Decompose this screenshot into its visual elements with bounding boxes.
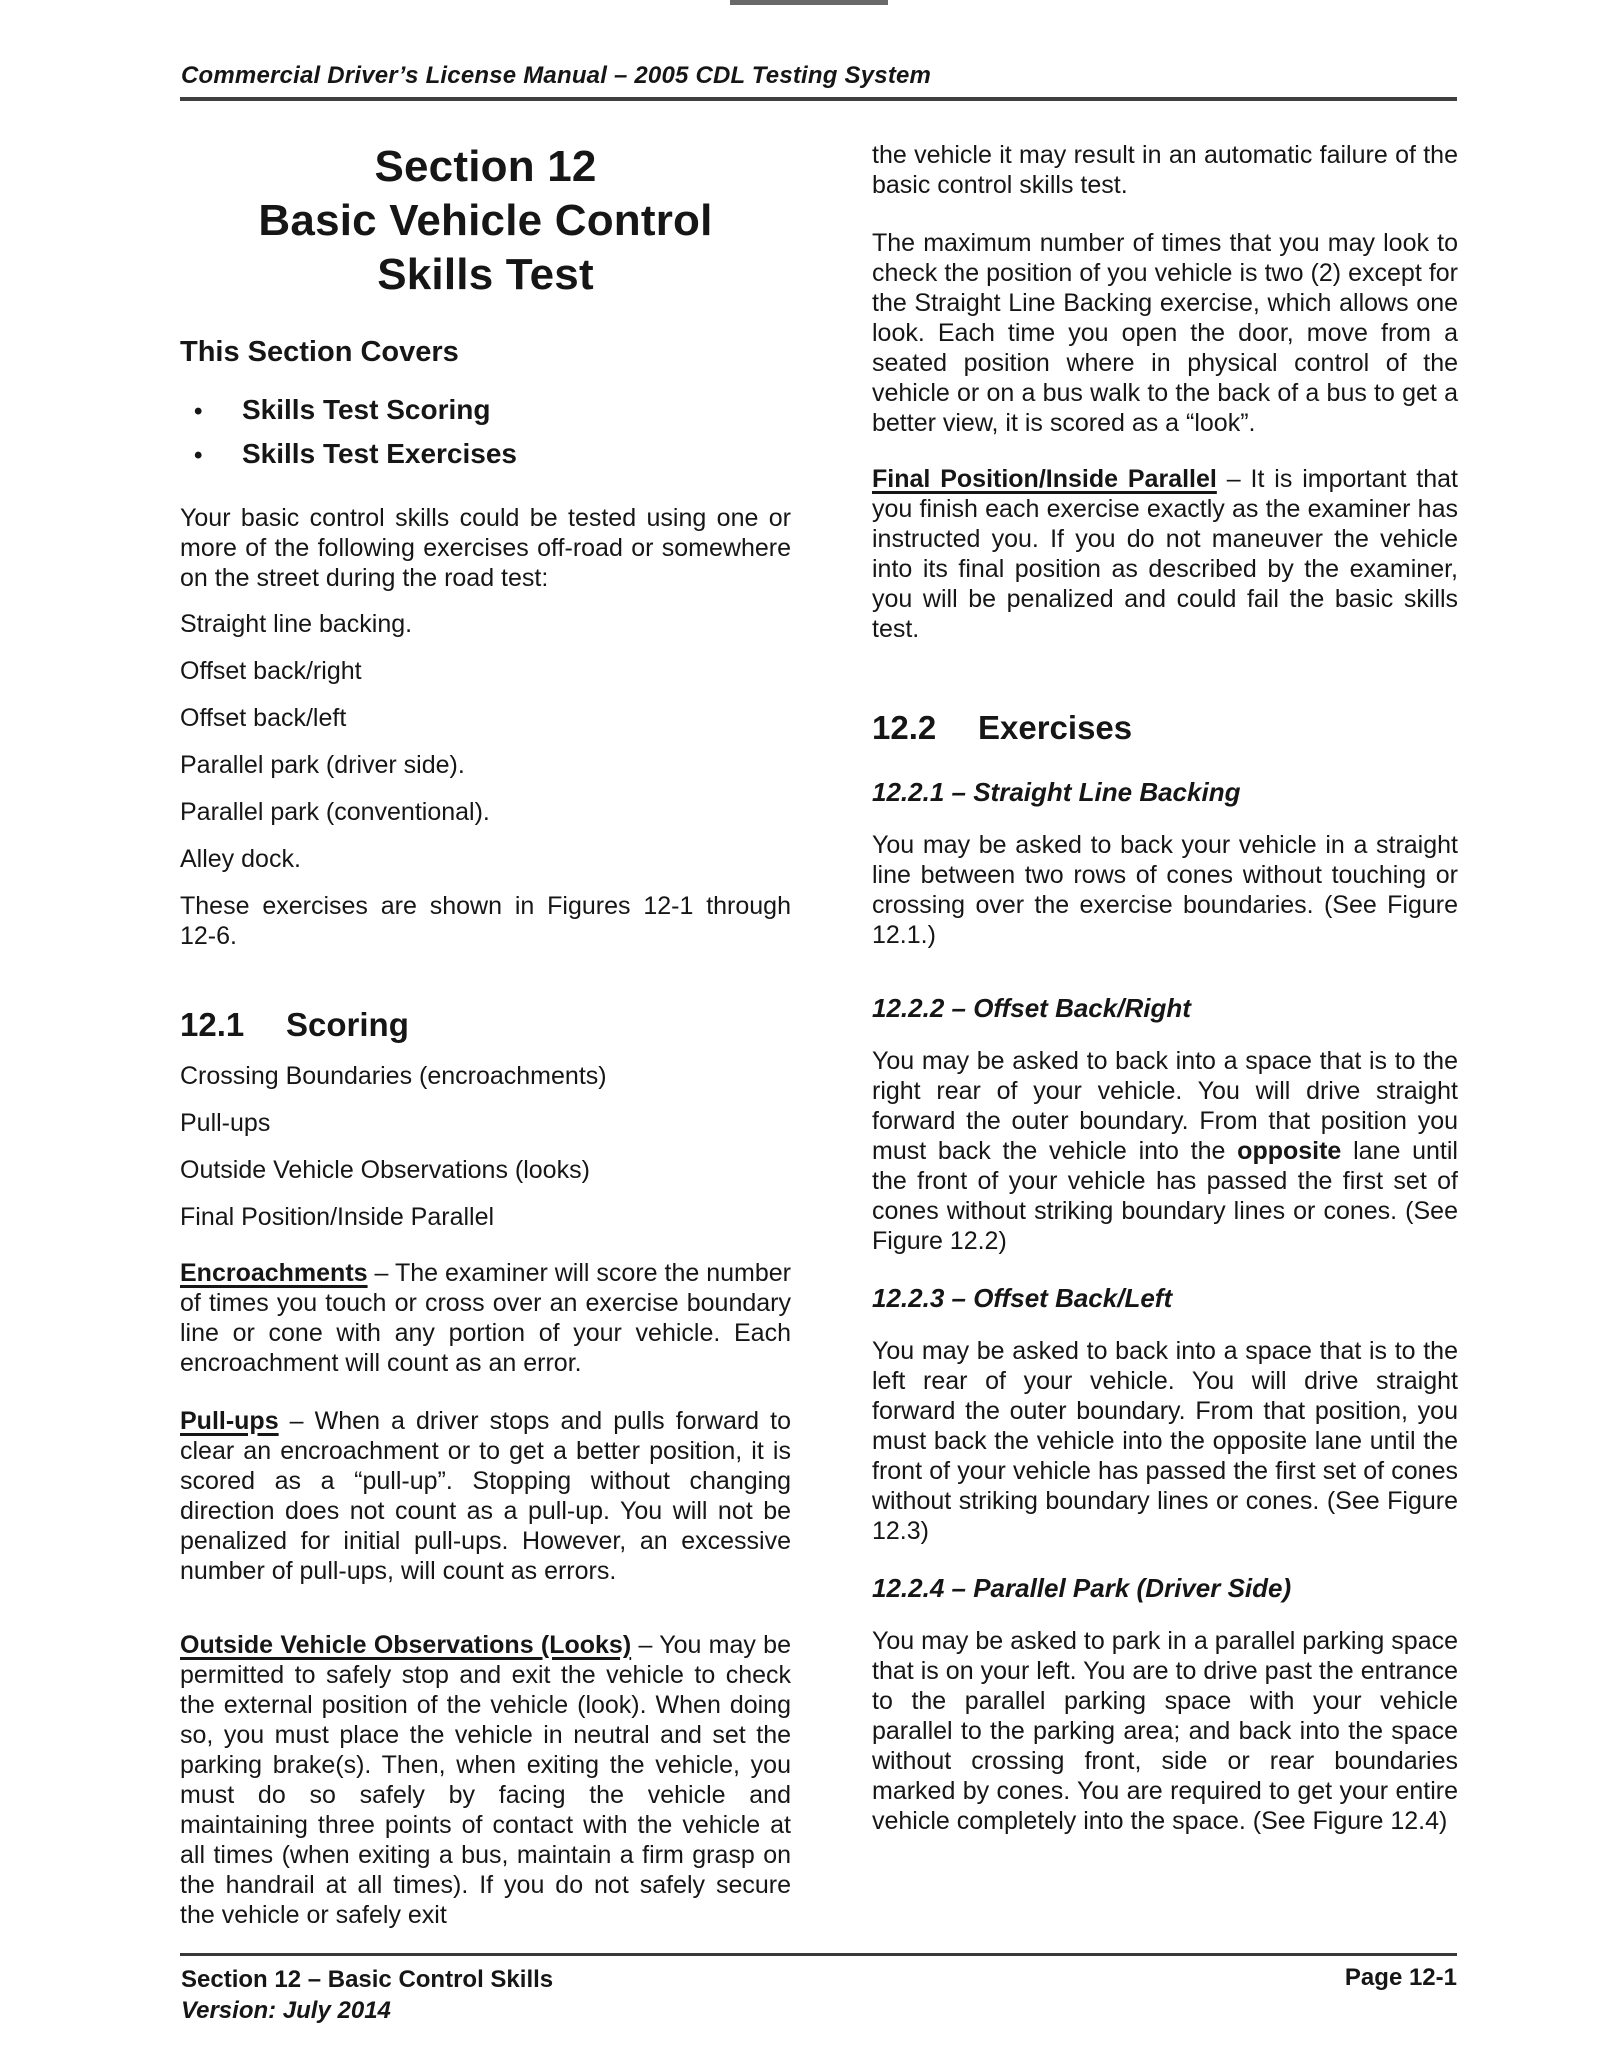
bullet-label: Skills Test Exercises bbox=[242, 438, 517, 469]
looks-text: You may be permitted to safely stop and exit the vehicle to check the external position of the vehicle (look). When doing so, you must place the vehicle in neutral and set the parking brake(s). Then, when exiting the vehicle, you must do so safely by facing the vehicle and maintaining three points of contact with the vehicle at all times (when exiting a bus, maintain a firm grasp on the handrail at all times). If you do not safely secure the vehicle or safely exit bbox=[180, 1631, 791, 1929]
looks-term: Outside Vehicle Observations (Looks) bbox=[180, 1631, 632, 1659]
footer-version-label: Version: July 2014 bbox=[181, 1997, 391, 2024]
bullet-label: Skills Test Scoring bbox=[242, 394, 491, 425]
emphasized-word: opposite bbox=[1237, 1137, 1342, 1165]
scoring-heading-number: 12.1 bbox=[180, 1006, 245, 1043]
bullet-dot-icon: • bbox=[194, 442, 203, 469]
looks-paragraph bbox=[180, 1630, 791, 1930]
exercises-heading-title: Exercises bbox=[978, 709, 1133, 746]
subsection-paragraph-12-2-3: You may be asked to back into a space that is to the left rear of your vehicle. You will drive straight forward the outer boundary. From that position, you must back the vehicle into the opposite lane until the front of your vehicle has passed the first set of cones without striking boundary lines or cones. (See Figure 12.3) bbox=[872, 1337, 1458, 1545]
bullet-dot-icon: • bbox=[194, 398, 203, 425]
list-item: Parallel park (driver side). bbox=[180, 751, 465, 779]
list-item: Pull-ups bbox=[180, 1109, 271, 1137]
continuation-paragraph: the vehicle it may result in an automatic failure of the basic control skills test. bbox=[872, 141, 1458, 199]
encroachments-paragraph bbox=[180, 1258, 791, 1378]
paragraph-text: lane until the front of your vehicle has passed the first set of cones without striking boundary lines or cones. (See Figure 12.2) bbox=[872, 1137, 1458, 1255]
subsection-heading-12-2-3: 12.2.3 – Offset Back/Left bbox=[872, 1283, 1173, 1313]
list-item: Offset back/right bbox=[180, 657, 362, 685]
scoring-heading bbox=[180, 1005, 791, 1045]
footer-rule bbox=[180, 1953, 1457, 1956]
left-column bbox=[180, 140, 791, 1930]
list-item: Parallel park (conventional). bbox=[180, 798, 490, 826]
scan-artifact-bar bbox=[730, 0, 888, 5]
scoring-heading-title: Scoring bbox=[286, 1006, 409, 1043]
covers-heading: This Section Covers bbox=[180, 336, 459, 368]
subsection-heading-12-2-1: 12.2.1 – Straight Line Backing bbox=[872, 777, 1241, 807]
final-position-paragraph bbox=[872, 464, 1458, 644]
section-title-line2: Basic Vehicle Control bbox=[258, 196, 713, 245]
subsection-heading-12-2-2: 12.2.2 – Offset Back/Right bbox=[872, 993, 1191, 1023]
section-title-line3: Skills Test bbox=[377, 250, 594, 299]
paragraph-text: You may be asked to back into a space that is to the right rear of your vehicle. You will drive straight forward the outer boundary. From that position you must back the vehicle into the bbox=[872, 1047, 1458, 1165]
section-title bbox=[180, 140, 791, 302]
footer-page-number: Page 12-1 bbox=[1344, 1964, 1457, 1991]
header-rule bbox=[180, 97, 1457, 101]
list-item: Crossing Boundaries (encroachments) bbox=[180, 1062, 607, 1090]
covers-bullet-list bbox=[180, 393, 791, 473]
page-header: Commercial Driver’s License Manual – 2005 CDL Testing System bbox=[181, 62, 932, 89]
list-item bbox=[180, 437, 791, 473]
footer-left bbox=[181, 1964, 553, 2026]
final-position-text: It is important that you finish each exercise exactly as the examiner has instructed you. If you do not maneuver the vehicle into its final position as described by the examiner, you will be penalized and could fail the basic skills test. bbox=[872, 465, 1459, 643]
exercise-list bbox=[180, 609, 791, 874]
looks-limit-paragraph: The maximum number of times that you may look to check the position of you vehicle is two (2) except for the Straight Line Backing exercise, which allows one look. Each time you open the door, move from a seated position where in physical control of the vehicle or on a bus walk to the back of a bus to get a better view, it is scored as a “look”. bbox=[872, 229, 1458, 437]
list-item: Alley dock. bbox=[180, 845, 301, 873]
subsection-paragraph-12-2-1: You may be asked to back your vehicle in a straight line between two rows of cones without touching or crossing over the exercise boundaries. (See Figure 12.1.) bbox=[872, 831, 1458, 949]
separator-dash: – bbox=[278, 1407, 315, 1435]
right-column bbox=[872, 140, 1458, 1836]
subsection-heading-12-2-4: 12.2.4 – Parallel Park (Driver Side) bbox=[872, 1573, 1292, 1603]
pullups-paragraph bbox=[180, 1406, 791, 1586]
encroachments-text: The examiner will score the number of times you touch or cross over an exercise boundary line or cone with any portion of your vehicle. Each encroachment will count as an error. bbox=[180, 1259, 792, 1377]
section-title-line1: Section 12 bbox=[374, 142, 597, 191]
exercises-heading-number: 12.2 bbox=[872, 709, 937, 746]
list-item: Final Position/Inside Parallel bbox=[180, 1203, 495, 1231]
exercises-heading bbox=[872, 708, 1458, 748]
pullups-term: Pull-ups bbox=[180, 1407, 279, 1435]
separator-dash: – bbox=[631, 1631, 660, 1659]
list-item: Outside Vehicle Observations (looks) bbox=[180, 1156, 590, 1184]
encroachments-term: Encroachments bbox=[180, 1259, 368, 1287]
separator-dash: – bbox=[1216, 465, 1251, 493]
list-item: Offset back/left bbox=[180, 704, 347, 732]
pullups-text: When a driver stops and pulls forward to clear an encroachment or to get a better position, it is scored as a “pull-up”. Stopping without changing direction does not count as a pull-up. You will not be penalized for initial pull-ups. However, an excessive number of pull-ups, will count as errors. bbox=[180, 1407, 792, 1585]
list-item: Straight line backing. bbox=[180, 610, 413, 638]
separator-dash: – bbox=[367, 1259, 395, 1287]
subsection-paragraph-12-2-2 bbox=[872, 1046, 1458, 1256]
figures-note: These exercises are shown in Figures 12-1 through 12-6. bbox=[180, 892, 791, 950]
list-item bbox=[180, 393, 791, 429]
final-position-term: Final Position/Inside Parallel bbox=[872, 465, 1217, 493]
footer-section-label: Section 12 – Basic Control Skills bbox=[181, 1966, 554, 1993]
intro-paragraph: Your basic control skills could be tested using one or more of the following exercises off-road or somewhere on the street during the road test: bbox=[180, 504, 791, 592]
scoring-item-list bbox=[180, 1061, 791, 1232]
subsection-paragraph-12-2-4: You may be asked to park in a parallel parking space that is on your left. You are to drive past the entrance to the parallel parking space with your vehicle parallel to the parking area; and back into the space without crossing front, side or rear boundaries marked by cones. You are required to get your entire vehicle completely into the space. (See Figure 12.4) bbox=[872, 1627, 1458, 1835]
